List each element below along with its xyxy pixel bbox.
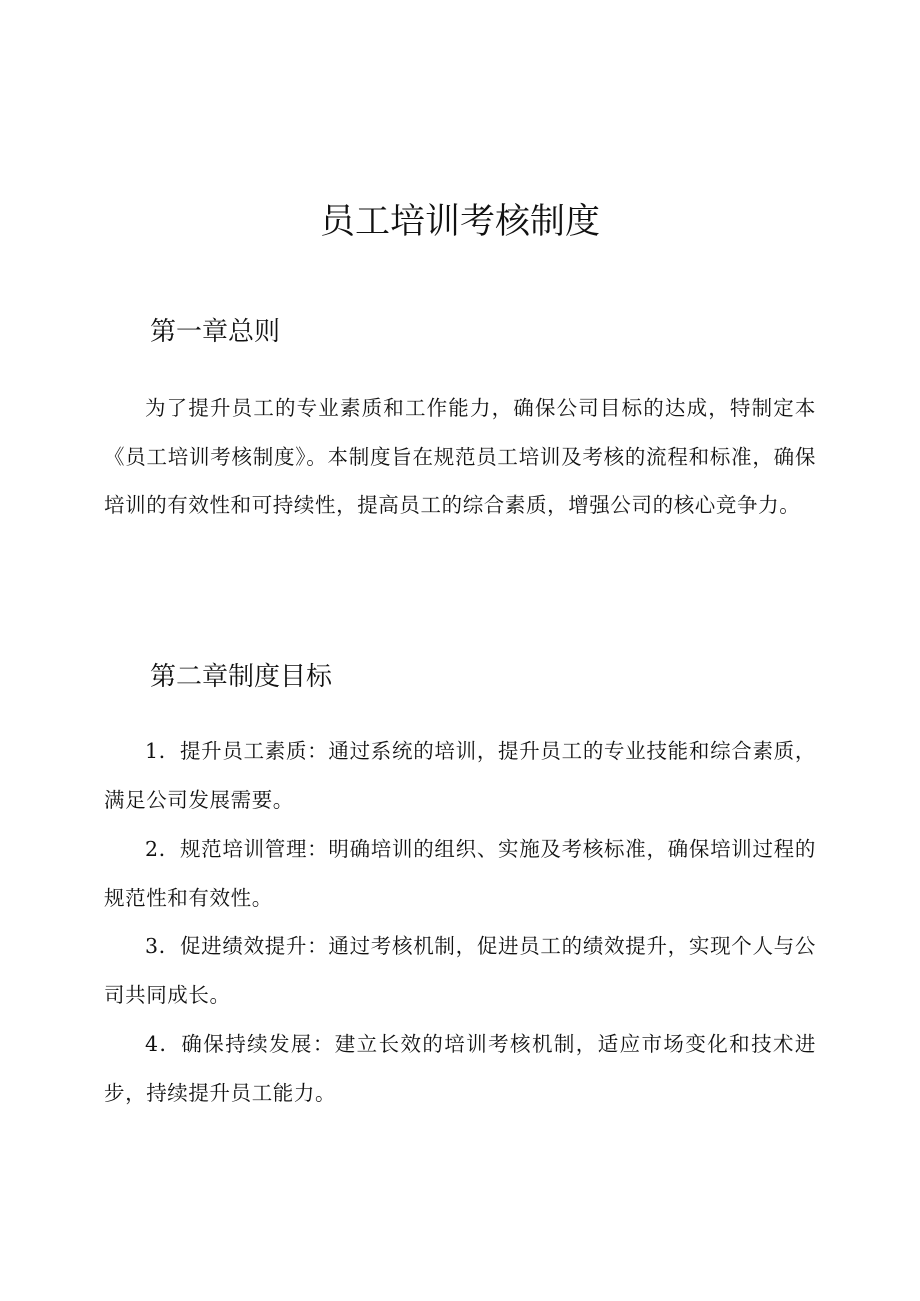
goal-item-4: 4．确保持续发展：建立长效的培训考核机制，适应市场变化和技术进步，持续提升员工能力。 <box>104 1032 816 1105</box>
goal-item-1: 1．提升员工素质：通过系统的培训，提升员工的专业技能和综合素质，满足公司发展需要。 <box>104 739 816 812</box>
chapter-1-heading: 第一章总则 <box>150 316 281 347</box>
chapter-2-heading: 第二章制度目标 <box>150 661 333 692</box>
goal-item-2: 2．规范培训管理：明确培训的组织、实施及考核标准，确保培训过程的规范性和有效性。 <box>104 837 816 910</box>
chapter-1-paragraph: 为了提升员工的专业素质和工作能力，确保公司目标的达成，特制定本《员工培训考核制度》。本制度旨在规范员工培训及考核的流程和标准，确保培训的有效性和可持续性，提高员工的综合素质，增强公司的核心竞争力。 <box>104 396 816 517</box>
goal-item-3: 3．促进绩效提升：通过考核机制，促进员工的绩效提升，实现个人与公司共同成长。 <box>104 934 816 1007</box>
document-title: 员工培训考核制度 <box>319 202 600 243</box>
